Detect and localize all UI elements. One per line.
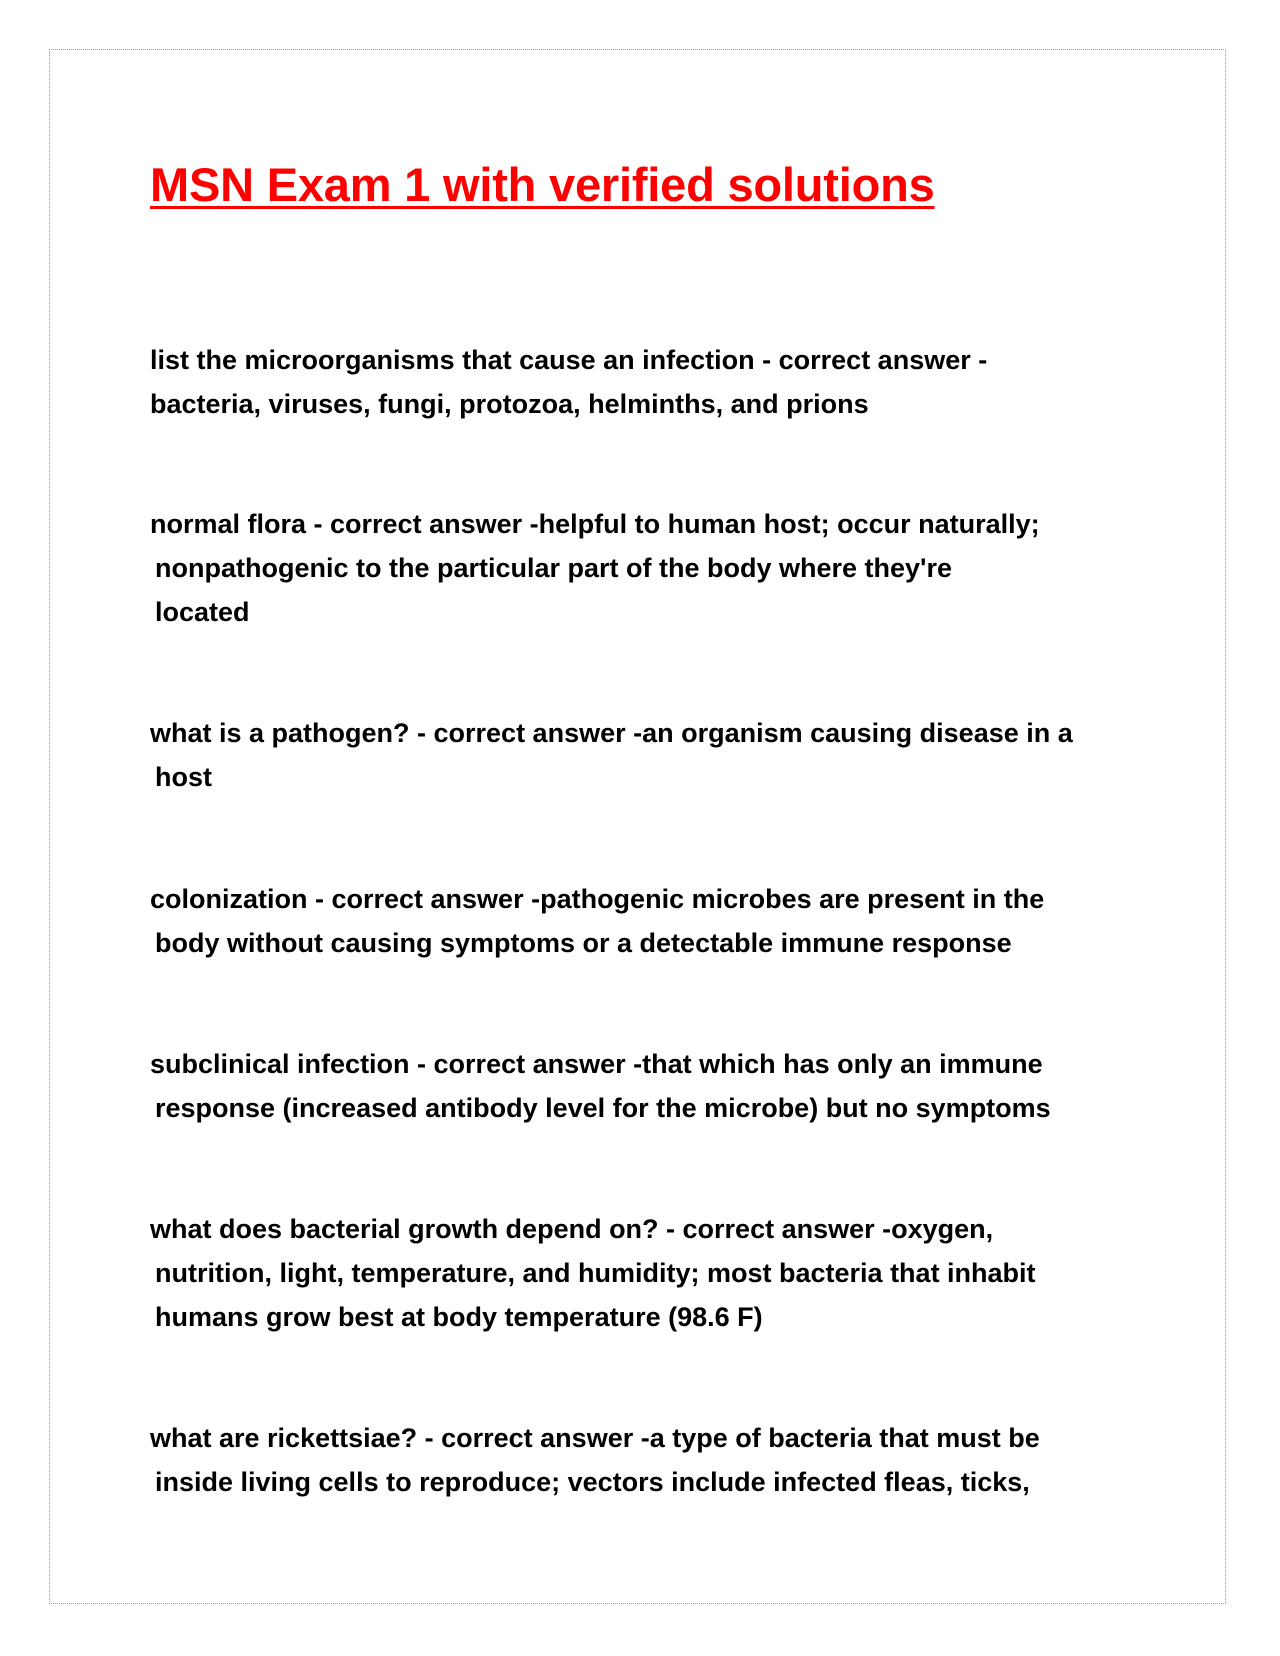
qa-line: located <box>155 597 250 627</box>
qa-entry <box>150 502 1140 634</box>
qa-line: nonpathogenic to the particular part of the body where they're <box>155 553 953 583</box>
qa-entry <box>150 1207 1140 1339</box>
qa-line: what is a pathogen? - correct answer -an organism causing disease in a <box>150 718 1073 748</box>
qa-line: colonization - correct answer -pathogenic microbes are present in the <box>150 884 1045 914</box>
qa-line: list the microorganisms that cause an infection - correct answer - <box>150 345 988 375</box>
qa-line: body without causing symptoms or a detectable immune response <box>155 928 1012 958</box>
document-title: MSN Exam 1 with verified solutions <box>150 158 935 211</box>
qa-line: bacteria, viruses, fungi, protozoa, helminths, and prions <box>150 389 869 419</box>
qa-entry <box>150 711 1140 799</box>
qa-line: subclinical infection - correct answer -that which has only an immune <box>150 1049 1043 1079</box>
qa-line: inside living cells to reproduce; vectors include infected fleas, ticks, <box>155 1467 1030 1497</box>
qa-line: host <box>155 762 212 792</box>
qa-line: response (increased antibody level for the microbe) but no symptoms <box>155 1093 1051 1123</box>
qa-entry <box>150 338 1140 426</box>
qa-entry <box>150 877 1140 965</box>
qa-entry <box>150 1042 1140 1130</box>
qa-entry <box>150 1416 1140 1504</box>
qa-line: normal flora - correct answer -helpful to human host; occur naturally; <box>150 509 1040 539</box>
qa-line: what are rickettsiae? - correct answer -a type of bacteria that must be <box>150 1423 1040 1453</box>
page-border <box>49 49 1226 1604</box>
qa-line: nutrition, light, temperature, and humidity; most bacteria that inhabit <box>155 1258 1036 1288</box>
qa-line: humans grow best at body temperature (98.6 F) <box>155 1302 763 1332</box>
qa-line: what does bacterial growth depend on? - correct answer -oxygen, <box>150 1214 994 1244</box>
